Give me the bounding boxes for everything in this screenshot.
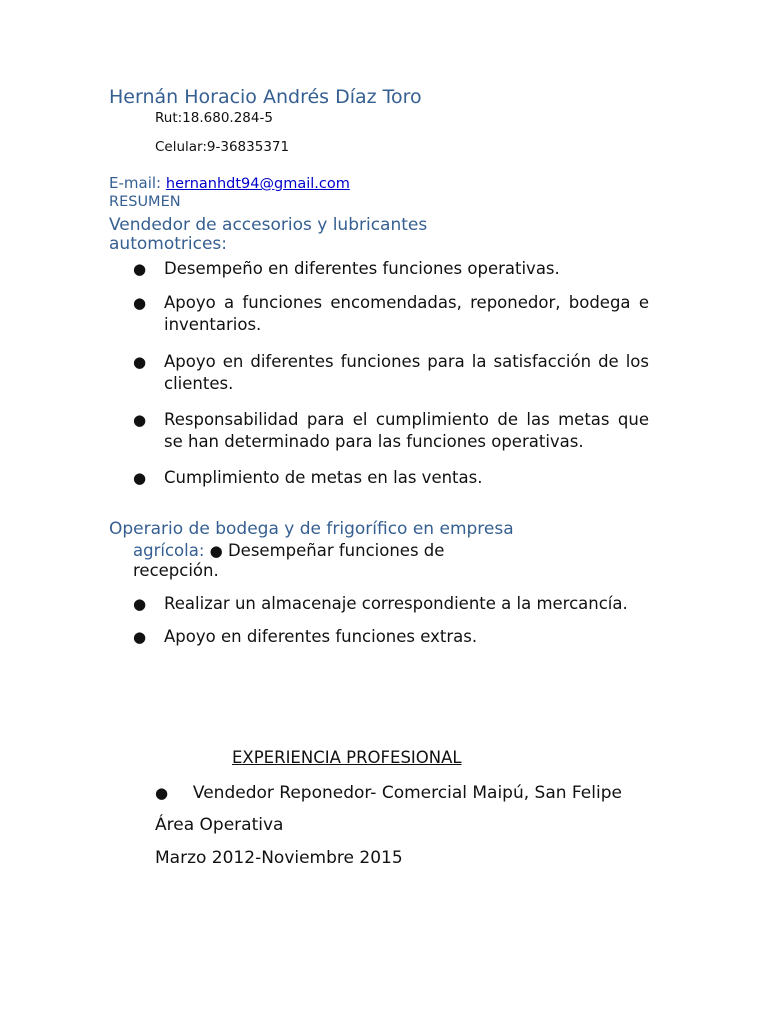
bullet-icon: ● [133, 627, 147, 646]
list-item [133, 258, 649, 281]
list-item-text: Apoyo en diferentes funciones para la satisfacción de los clientes. [164, 351, 649, 393]
experience-entry-title: Vendedor Reponedor- Comercial Maipú, San Felipe [192, 783, 622, 803]
list-item-text: Cumplimiento de metas en las ventas. [164, 467, 483, 487]
list-item-text: Apoyo a funciones encomendadas, reponedor, bodega e inventarios. [164, 292, 649, 334]
rut-line: Rut:18.680.284-5 [155, 110, 273, 126]
email-row [109, 174, 350, 192]
list-item-text: Desempeño en diferentes funciones operativas. [164, 259, 560, 278]
list-item-text: Responsabilidad para el cumplimiento de las metas que se han determinado para las funciones operativas. [164, 409, 649, 451]
phone-line: Celular:9-36835371 [155, 139, 290, 155]
inline-bullet-text: Desempeñar funciones de [227, 541, 445, 560]
bullet-icon: ● [133, 410, 147, 429]
summary-heading: RESUMEN [109, 194, 181, 210]
experience-period: Marzo 2012-Noviembre 2015 [155, 848, 403, 868]
experience-area: Área Operativa [155, 815, 284, 835]
inline-bullet-continuation: recepción. [133, 561, 219, 580]
bullet-icon: ● [155, 784, 169, 802]
list-item [133, 626, 649, 649]
job2-title-continuation [133, 541, 444, 581]
list-item [133, 409, 649, 454]
job2-title: Operario de bodega y de frigorífico en empresa [109, 519, 514, 539]
email-link[interactable]: hernanhdt94@gmail.com [165, 176, 350, 192]
job1-bullet-list [133, 258, 649, 489]
job2-bullet-list [133, 593, 649, 648]
bullet-icon: ● [133, 595, 147, 613]
experience-entry [155, 783, 622, 803]
list-item-text: Apoyo en diferentes funciones extras. [164, 626, 478, 646]
bullet-icon: ● [133, 293, 147, 312]
list-item [133, 467, 649, 490]
bullet-icon: ● [133, 468, 147, 487]
candidate-name: Hernán Horacio Andrés Díaz Toro [109, 86, 422, 108]
bullet-icon: ● [133, 352, 147, 371]
job1-title-line2: automotrices: [109, 234, 227, 254]
bullet-icon: ● [133, 260, 147, 278]
list-item [133, 351, 649, 396]
job2-title-line2: agrícola: [133, 541, 205, 560]
bullet-icon: ● [209, 542, 223, 560]
job1-title [109, 216, 427, 254]
list-item [133, 292, 649, 337]
email-label: E-mail: [109, 174, 162, 192]
list-item-text: Realizar un almacenaje correspondiente a la mercancía. [164, 594, 628, 613]
experience-heading: EXPERIENCIA PROFESIONAL [232, 748, 462, 767]
list-item [133, 593, 649, 616]
job1-title-line1: Vendedor de accesorios y lubricantes [109, 215, 428, 235]
